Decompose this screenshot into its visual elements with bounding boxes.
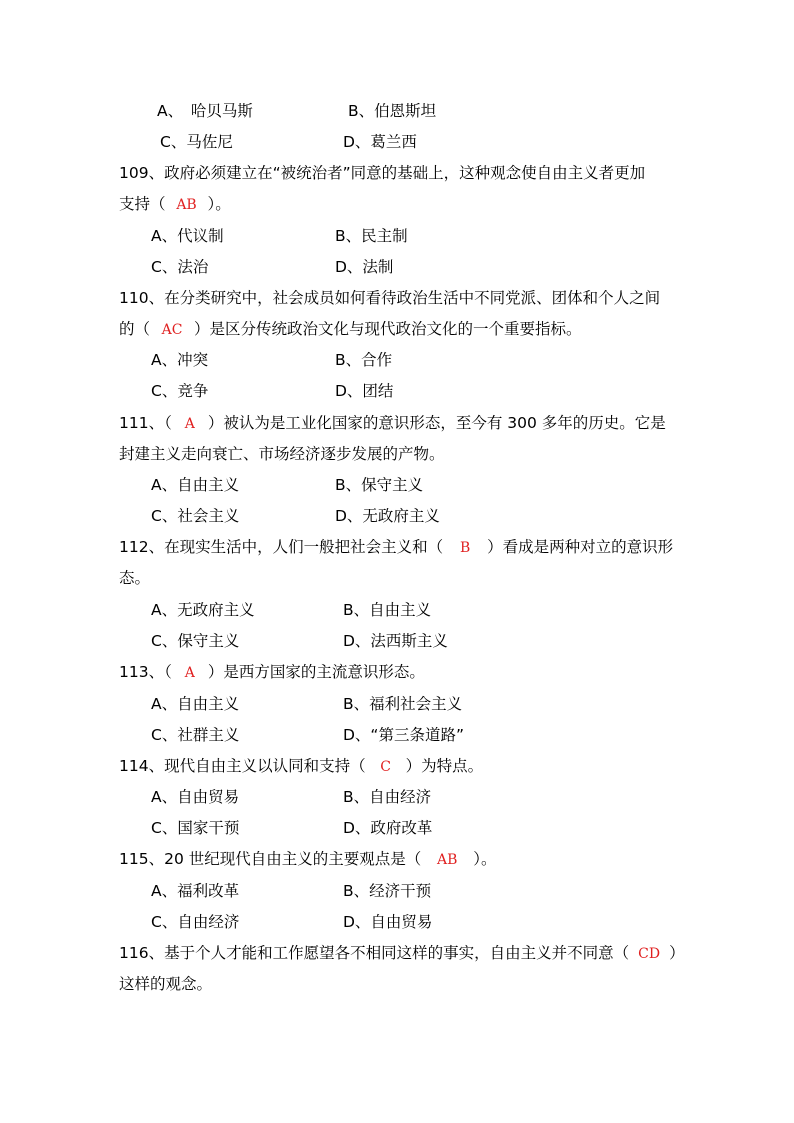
question-text: （ (164, 414, 172, 432)
option-a: A、自由主义 (151, 476, 240, 494)
question-number: 111、 (119, 414, 165, 432)
question-110-line1 (119, 288, 660, 308)
question-text: ）。 (473, 850, 497, 868)
option-c: C、竞争 (151, 382, 209, 400)
question-113-line1 (119, 662, 425, 683)
question-text: 现代自由主义以认同和支持（ (164, 757, 366, 775)
q108-option-a: A、 哈贝马斯 (157, 102, 253, 120)
question-number: 115、 (119, 850, 165, 868)
q108-option-c: C、马佐尼 (160, 133, 233, 151)
question-text: 20 世纪现代自由主义的主要观点是（ (164, 850, 422, 868)
option-a: A、自由主义 (151, 695, 240, 713)
question-text: ）被认为是工业化国家的意识形态，至今有 300 多年的历史。它是 (207, 414, 666, 432)
option-a: A、冲突 (151, 351, 209, 369)
question-109-line1 (119, 163, 645, 183)
answer: AB (437, 852, 458, 868)
option-d: D、政府改革 (343, 819, 433, 837)
question-112-line2: 态。 (119, 569, 151, 587)
option-c: C、保守主义 (151, 632, 240, 650)
option-b: B、福利社会主义 (343, 695, 463, 713)
option-c: C、法治 (151, 258, 209, 276)
question-text: ）为特点。 (405, 757, 484, 775)
option-c: C、社会主义 (151, 507, 240, 525)
option-c: C、国家干预 (151, 819, 240, 837)
answer: A (184, 665, 195, 681)
question-116-line1 (119, 943, 685, 964)
option-d: D、无政府主义 (335, 507, 440, 525)
option-d: D、团结 (335, 382, 394, 400)
option-b: B、合作 (335, 351, 393, 369)
question-111-line2: 封建主义走向衰亡、市场经济逐步发展的产物。 (119, 445, 445, 463)
question-text: ）。 (207, 195, 231, 213)
question-109-line2 (119, 194, 231, 215)
option-c: C、自由经济 (151, 913, 240, 931)
option-b: B、民主制 (335, 227, 408, 245)
question-number: 113、 (119, 663, 165, 681)
option-b: B、经济干预 (343, 882, 432, 900)
question-text: （ (164, 663, 172, 681)
answer: A (184, 416, 195, 432)
question-110-line2 (119, 319, 582, 340)
option-b: B、自由经济 (343, 788, 432, 806)
question-number: 116、 (119, 944, 165, 962)
question-text: ） (669, 944, 685, 962)
option-a: A、代议制 (151, 227, 224, 245)
question-114-line1 (119, 756, 483, 777)
question-number: 114、 (119, 757, 165, 775)
option-d: D、“第三条道路” (343, 726, 464, 744)
question-text: ）是西方国家的主流意识形态。 (207, 663, 425, 681)
question-text: 基于个人才能和工作愿望各不相同这样的事实，自由主义并不同意（ (164, 944, 630, 962)
option-d: D、自由贸易 (343, 913, 433, 931)
question-text: 支持（ (119, 195, 166, 213)
answer: AB (176, 197, 197, 213)
question-number: 112、 (119, 538, 165, 556)
question-number: 110、 (119, 289, 165, 307)
question-text: 在分类研究中，社会成员如何看待政治生活中不同党派、团体和个人之间 (164, 289, 661, 307)
question-text: 在现实生活中，人们一般把社会主义和（ (164, 538, 444, 556)
option-b: B、自由主义 (343, 601, 432, 619)
option-b: B、保守主义 (335, 476, 424, 494)
question-text: 政府必须建立在“被统治者”同意的基础上，这种观念使自由主义者更加 (164, 164, 646, 182)
option-a: A、无政府主义 (151, 601, 255, 619)
question-116-line2: 这样的观念。 (119, 975, 213, 993)
question-number: 109、 (119, 164, 165, 182)
question-111-line1 (119, 413, 666, 434)
option-a: A、福利改革 (151, 882, 240, 900)
question-text: 的（ (119, 320, 151, 338)
question-115-line1 (119, 849, 497, 870)
question-text: ）看成是两种对立的意识形 (487, 538, 674, 556)
answer: AC (161, 322, 183, 338)
q108-option-d: D、葛兰西 (343, 133, 417, 151)
option-c: C、社群主义 (151, 726, 240, 744)
question-text: ）是区分传统政治文化与现代政治文化的一个重要指标。 (194, 320, 582, 338)
q108-option-b: B、伯恩斯坦 (348, 102, 437, 120)
question-112-line1 (119, 537, 673, 558)
option-d: D、法西斯主义 (343, 632, 448, 650)
answer: B (459, 540, 471, 556)
answer: CD (638, 946, 661, 962)
option-d: D、法制 (335, 258, 394, 276)
answer: C (380, 759, 391, 775)
option-a: A、自由贸易 (151, 788, 240, 806)
